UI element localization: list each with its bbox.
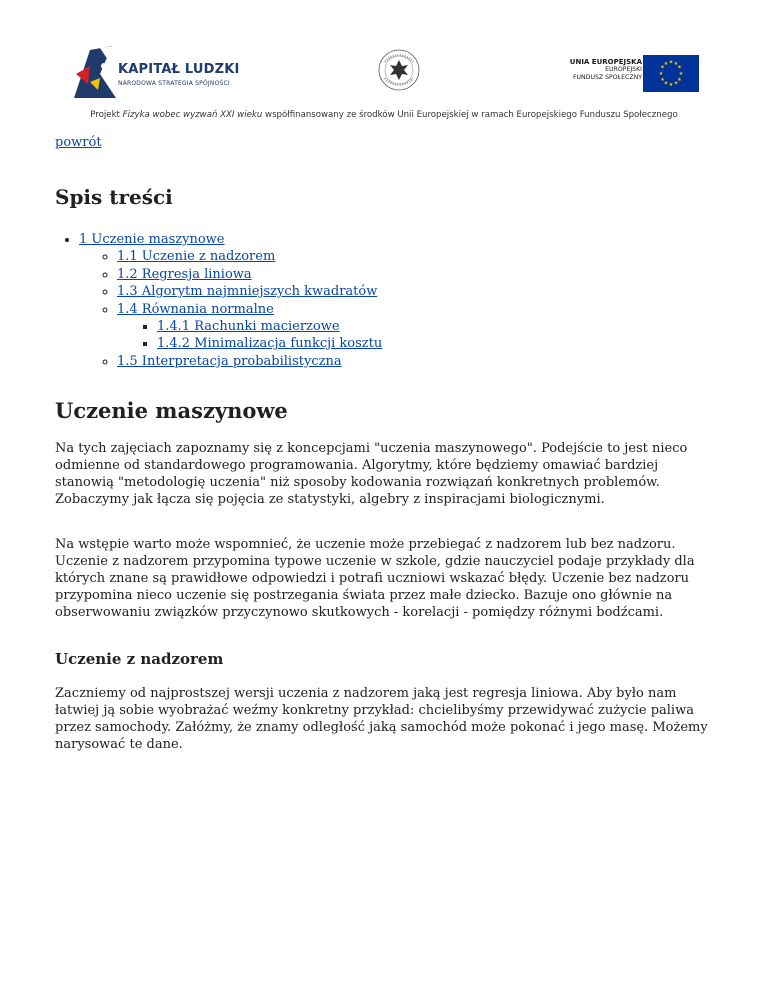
section-paragraph-2: Na wstępie warto może wspomnieć, że uczenie może przebiegać z nadzorem lub bez nadzoru. Uczenie z nadzorem przypomina typowe uczenie w szkole, gdzie nauczyciel podaje przykłady dla których znane są prawidłowe odpowiedzi i potrafi uczniowi wskazać błędy. Uczenie bez nadzoru przypomina nieco uczenie się postrzegania świata przez małe dziecko. Bazuje ono głównie na obserwowaniu związków przyczynowo skutkowych - korelacji - pomiędzy różnymi bodźcami. <box>55 537 695 621</box>
svg-text:★: ★ <box>663 80 669 87</box>
section-heading: Uczenie maszynowe <box>55 398 288 424</box>
eu-title: UNIA EUROPEJSKA <box>569 58 642 66</box>
back-link[interactable]: powrót <box>55 135 102 150</box>
svg-text:★: ★ <box>673 80 679 87</box>
project-prefix: Projekt <box>90 110 123 120</box>
toc-item <box>157 318 715 335</box>
svg-text:★: ★ <box>663 61 669 67</box>
eu-text-block <box>540 58 642 82</box>
svg-text:★: ★ <box>678 71 684 77</box>
header-banner <box>0 0 768 130</box>
toc-link-1-2[interactable]: 1.2 Regresja liniowa <box>117 266 252 282</box>
svg-text:★: ★ <box>677 64 682 71</box>
project-name: Fizyka wobec wyzwań XXI wieku <box>122 110 263 120</box>
svg-text:★: ★ <box>668 59 674 66</box>
svg-text:★: ★ <box>677 77 682 83</box>
toc-link-1-5[interactable]: 1.5 Interpretacja probabilistyczna <box>117 353 342 369</box>
toc-item <box>79 231 715 370</box>
toc-item <box>117 301 715 353</box>
toc-link-1-4-2[interactable]: 1.4.2 Minimalizacja funkcji kosztu <box>157 336 383 352</box>
toc-item <box>117 283 715 300</box>
toc-link-1[interactable]: 1 Uczenie maszynowe <box>79 232 225 247</box>
svg-text:★: ★ <box>673 61 679 67</box>
university-seal-icon <box>377 48 421 92</box>
svg-text:★: ★ <box>668 82 674 88</box>
project-suffix: współfinansowany ze środków Unii Europejskiej w ramach Europejskiego Funduszu Społecznego <box>262 110 678 120</box>
eu-flag-icon <box>643 55 699 92</box>
table-of-contents <box>55 231 715 370</box>
toc-item <box>117 248 715 265</box>
kapital-ludzki-subtitle: NARODOWA STRATEGIA SPÓJNOŚCI <box>118 80 230 87</box>
eu-line-2: EUROPEJSKI <box>605 66 642 73</box>
svg-text:★: ★ <box>660 77 665 83</box>
toc-link-1-1[interactable]: 1.1 Uczenie z nadzorem <box>117 249 276 265</box>
toc-item <box>117 353 715 370</box>
toc-link-1-3[interactable]: 1.3 Algorytm najmniejszych kwadratów <box>117 284 378 300</box>
subsection-heading: Uczenie z nadzorem <box>55 650 224 669</box>
kapital-ludzki-logo-icon <box>70 44 120 100</box>
svg-text:★: ★ <box>658 71 664 77</box>
toc-title: Spis treści <box>55 185 173 209</box>
project-funding-line <box>0 110 768 120</box>
toc-link-1-4-1[interactable]: 1.4.1 Rachunki macierzowe <box>157 319 340 335</box>
subsection-paragraph-1: Zaczniemy od najprostszej wersji uczenia z nadzorem jaką jest regresja liniowa. Aby było nam łatwiej ją sobie wyobrażać weźmy konkretny przykład: chcielibyśmy przewidywać zużycie paliwa przez samochody. Załóżmy, że znamy odległość jaką samochód może pokonać i jego masę. Możemy narysować te dane. <box>55 686 708 753</box>
section-paragraph-1: Na tych zajęciach zapoznamy się z koncepcjami "uczenia maszynowego". Podejście to jest nieco odmienne od standardowego programowania. Algorytmy, które będziemy omawiać bardziej stanowią "metodologię uczenia" niż sposoby kodowania rozwiązań konkretnych problemów. Zobaczymy jak łącza się pojęcia ze statystyki, algebry z inspiracjami biologicznymi. <box>55 441 688 508</box>
toc-item <box>117 266 715 283</box>
svg-text:★: ★ <box>660 64 665 71</box>
toc-item <box>157 335 715 352</box>
kapital-ludzki-title: KAPITAŁ LUDZKI <box>118 62 240 77</box>
eu-line-3: FUNDUSZ SPOŁECZNY <box>572 74 642 81</box>
toc-link-1-4[interactable]: 1.4 Równania normalne <box>117 301 274 317</box>
article-content <box>55 134 715 753</box>
